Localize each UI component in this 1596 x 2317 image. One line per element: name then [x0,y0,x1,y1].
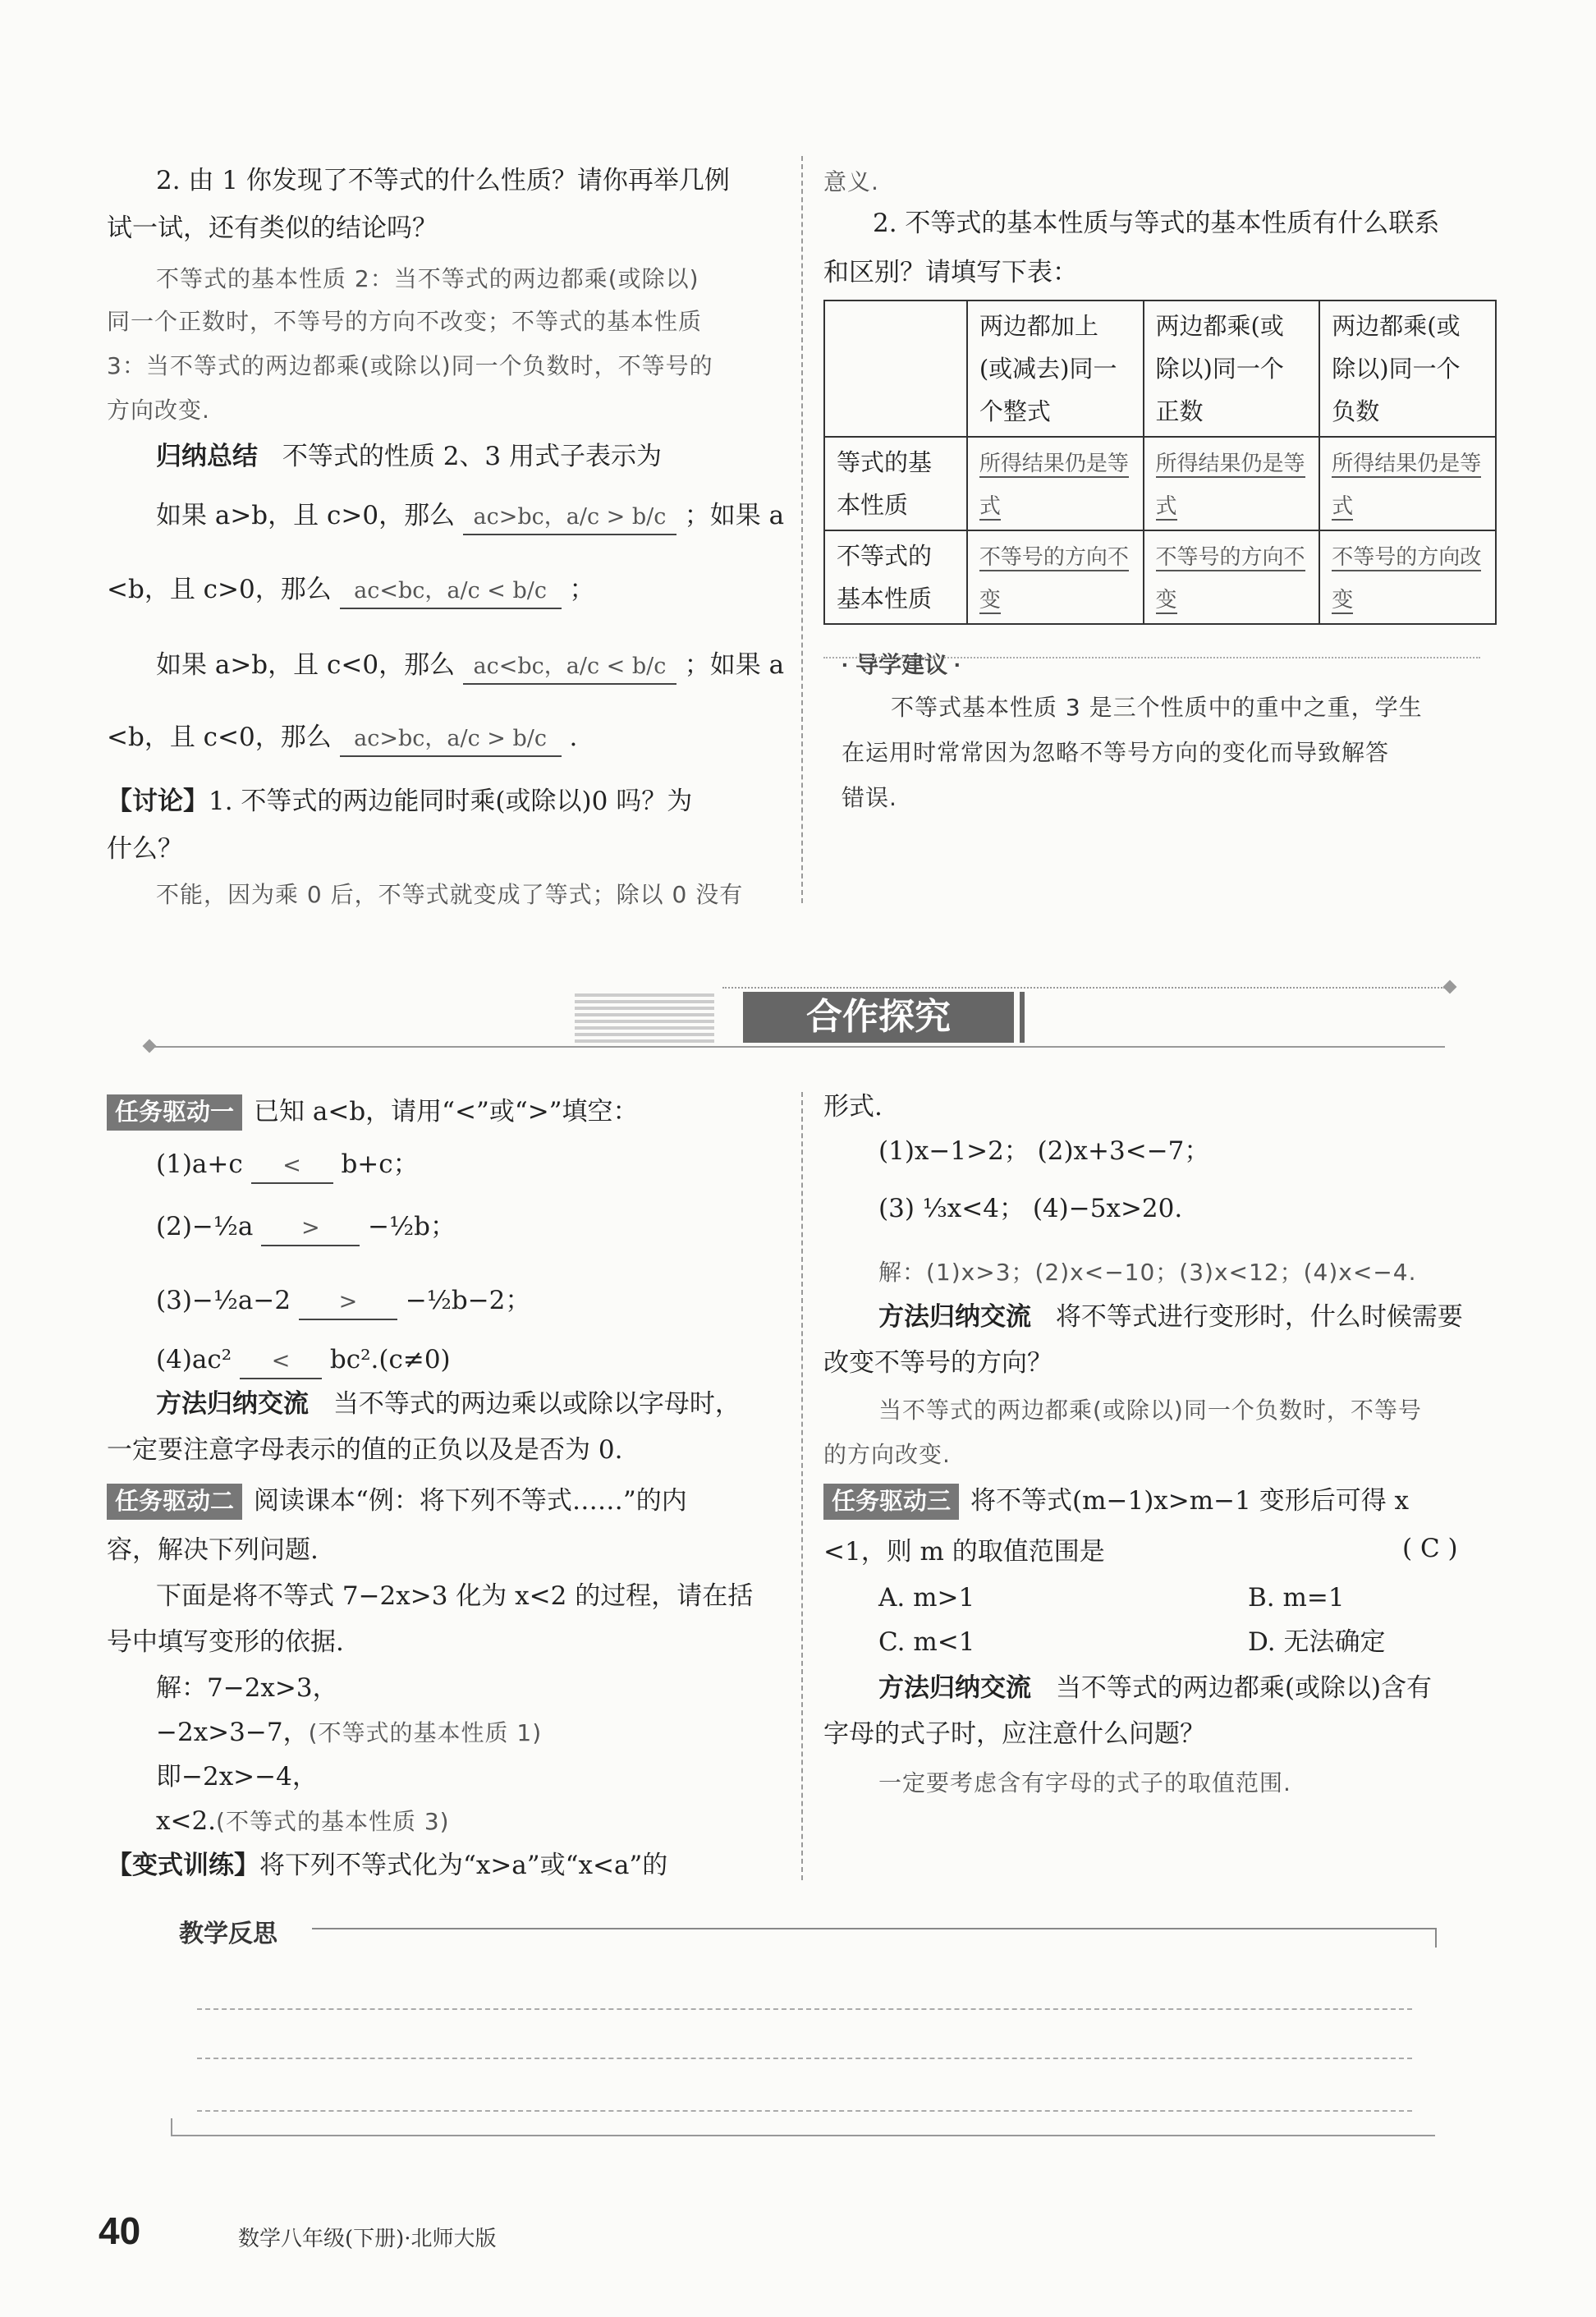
section-rule [722,987,1445,989]
item-answer: > [299,1286,397,1320]
column-divider [801,1092,803,1880]
rule-text: 如果 a>b，且 c>0，那么 [156,501,456,530]
discussion-question: 1. 不等式的两边能同时乘(或除以)0 吗？为 [209,787,693,816]
task-1-item [156,1141,419,1187]
task-1-item [156,1278,530,1324]
method-3-cont: 字母的式子时，应注意什么问题？ [823,1719,1205,1749]
discussion-cont: 什么？ [107,834,183,864]
rule-answer: ac>bc，a/c > b/c [340,723,562,757]
rule-answer: ac<bc，a/c < b/c [463,650,676,685]
item-text: −½b−2； [405,1286,531,1315]
item-text: (4)ac² [156,1345,232,1374]
method-2 [878,1294,1463,1340]
method-text: 当不等式的两边都乘(或除以)含有 [1055,1673,1433,1703]
item-answer: > [261,1212,360,1246]
reflection-label: 教学反思 [179,1920,277,1948]
section-title: 合作探究 [743,992,1014,1043]
method-1-cont: 一定要注意字母表示的值的正负以及是否为 0. [107,1435,623,1465]
option-a: A. m>1 [878,1583,975,1613]
rule-text: <b，且 c>0，那么 [107,575,332,604]
item-answer: < [251,1149,333,1184]
table-cell [824,301,967,437]
table-cell [1319,437,1496,530]
item-text: bc².(c≠0) [329,1345,451,1374]
reflection-line [197,2058,1412,2059]
comparison-table [823,300,1497,625]
exercise: (3) ⅓x<4； (4)−5x>20. [878,1194,1183,1223]
variant-label: 【变式训练】 [107,1851,259,1879]
task-3-text: 将不等式(m−1)x>m−1 变形后可得 x [970,1486,1410,1516]
exercise: (1)x−1>2； (2)x+3<−7； [878,1136,1210,1166]
rule-text: <b，且 c<0，那么 [107,723,332,752]
table-cell: 两边都乘(或除以)同一个正数 [1144,301,1320,437]
table-cell [967,530,1144,624]
rule-text: ；如果 a [684,650,785,680]
column-divider [801,156,803,903]
method-label: 方法归纳交流 [156,1389,309,1418]
rule-text: . [569,723,578,752]
guide-label: · 导学建议 · [842,652,962,677]
discussion [107,778,692,824]
solution-reason: (不等式的基本性质 1) [308,1719,543,1746]
table-cell: 等式的基本性质 [824,437,967,530]
method-answer: 一定要考虑含有字母的式子的取值范围. [878,1769,1291,1796]
solution-line: 解：7−2x>3， [156,1673,338,1703]
table-cell: 两边都加上(或减去)同一个整式 [967,301,1144,437]
question-2-cont: 试一试，还有类似的结论吗？ [107,213,438,243]
task-2-cont: 容，解决下列问题. [107,1535,319,1565]
method-text: 将不等式进行变形时，什么时候需要 [1055,1302,1463,1332]
solution-line [156,1709,542,1756]
table-row [824,530,1496,624]
diamond-icon [143,1039,157,1053]
answer-cont: 意义. [823,168,879,195]
table-cell: 不等式的基本性质 [824,530,967,624]
task-1 [107,1089,639,1135]
table-answer: 不等号的方向不变 [979,545,1129,613]
task-3-tag: 任务驱动三 [823,1484,959,1520]
question-2-right-cont: 和区别？请填写下表： [823,258,1078,287]
summary-text: 不等式的性质 2、3 用式子表示为 [282,442,663,471]
summary-label: 归纳总结 [156,442,258,470]
item-text: (3)−½a−2 [156,1286,291,1315]
page-number: 40 [99,2209,141,2252]
method-3 [878,1665,1432,1711]
solution-line [156,1798,450,1845]
rule-line-4 [107,714,577,760]
task-1-item [156,1337,451,1383]
item-text: (1)a+c [156,1149,243,1179]
table-cell [1144,437,1320,530]
method-text: 当不等式的两边乘以或除以字母时， [332,1389,741,1419]
answer-line: 同一个正数时，不等号的方向不改变；不等式的基本性质 [107,308,703,335]
item-text: (2)−½a [156,1212,254,1241]
table-answer: 不等号的方向改变 [1332,545,1482,613]
solution-line: 即−2x>−4， [156,1762,318,1792]
option-d: D. 无法确定 [1248,1627,1386,1657]
task-3 [823,1478,1409,1524]
task-3-cont: <1，则 m 的取值范围是 [823,1537,1105,1567]
rule-line-1 [156,493,784,539]
answer-line: 方向改变. [107,397,210,424]
answer-line: 3：当不等式的两边都乘(或除以)同一个负数时，不等号的 [107,352,713,379]
method-1 [156,1381,741,1427]
task-2-tag: 任务驱动二 [107,1484,242,1520]
method-answer: 的方向改变. [823,1441,951,1468]
rule-answer: ac<bc，a/c < b/c [340,575,562,609]
rule-answer: ac>bc，a/c > b/c [463,501,676,535]
item-answer: < [240,1345,322,1379]
table-row [824,301,1496,437]
variant [107,1842,667,1888]
task-2 [107,1478,687,1524]
table-answer: 所得结果仍是等式 [979,452,1129,519]
task-3-choice: ( C ) [1402,1534,1458,1563]
table-cell [967,437,1144,530]
table-answer: 所得结果仍是等式 [1332,452,1482,519]
discussion-answer: 不能，因为乘 0 后，不等式就变成了等式；除以 0 没有 [156,881,744,908]
reflection-rule [1435,1928,1437,1948]
solution-text: −2x>3−7， [156,1718,309,1747]
item-text: b+c； [341,1149,419,1179]
rule-text: 如果 a>b，且 c<0，那么 [156,650,456,680]
answer-line: 不等式的基本性质 2：当不等式的两边都乘(或除以) [156,265,699,292]
guide-text: 错误. [842,784,897,811]
option-b: B. m=1 [1248,1583,1345,1613]
table-cell: 两边都乘(或除以)同一个负数 [1319,301,1496,437]
book-title: 数学八年级(下册)·北师大版 [238,2227,497,2251]
discussion-label: 【讨论】 [107,787,209,815]
reflection-line [197,2110,1412,2112]
question-2: 2. 由 1 你发现了不等式的什么性质？请你再举几例 [156,166,730,195]
question-2-right: 2. 不等式的基本性质与等式的基本性质有什么联系 [873,209,1440,238]
task-2-desc: 号中填写变形的依据. [107,1627,344,1657]
reflection-rule [312,1928,1437,1929]
variant-text: 将下列不等式化为“x>a”或“x<a”的 [259,1851,668,1880]
item-text: −½b； [368,1212,456,1241]
reflection-rule [171,2135,1435,2136]
method-label: 方法归纳交流 [878,1673,1031,1702]
guide-text: 在运用时常常因为忽略不等号方向的变化而导致解答 [842,739,1390,766]
rule-line-3 [156,642,784,688]
table-row [824,437,1496,530]
option-c: C. m<1 [878,1627,975,1657]
rule-line-2 [107,567,594,613]
diamond-icon [1443,980,1457,994]
reflection-rule [171,2118,172,2135]
section-ornament [575,993,714,1043]
rule-text: ； [569,575,595,604]
variant-cont: 形式. [823,1092,883,1122]
summary [156,434,662,479]
table-answer: 不等号的方向不变 [1155,545,1305,613]
method-2-cont: 改变不等号的方向？ [823,1348,1053,1378]
table-cell [1144,530,1320,624]
rule-text: ；如果 a [684,501,785,530]
method-label: 方法归纳交流 [878,1302,1031,1331]
exercise-answer: 解：(1)x>3；(2)x<−10；(3)x<12；(4)x<−4. [878,1259,1417,1286]
task-1-text: 已知 a<b，请用“<”或“>”填空： [254,1097,639,1126]
table-answer: 所得结果仍是等式 [1155,452,1305,519]
section-rule [148,1046,1445,1048]
section-bar [1020,992,1025,1043]
solution-text: x<2. [156,1806,217,1836]
guide-divider [823,657,1480,658]
task-1-item [156,1204,456,1250]
reflection-line [197,2008,1412,2010]
task-2-desc: 下面是将不等式 7−2x>3 化为 x<2 的过程，请在括 [156,1581,754,1611]
table-cell [1319,530,1496,624]
guide-text: 不等式基本性质 3 是三个性质中的重中之重，学生 [891,694,1423,721]
method-answer: 当不等式的两边都乘(或除以)同一个负数时，不等号 [878,1397,1422,1424]
task-2-text: 阅读课本“例：将下列不等式……”的内 [254,1486,687,1516]
task-1-tag: 任务驱动一 [107,1094,242,1131]
solution-reason: (不等式的基本性质 3) [216,1808,450,1835]
